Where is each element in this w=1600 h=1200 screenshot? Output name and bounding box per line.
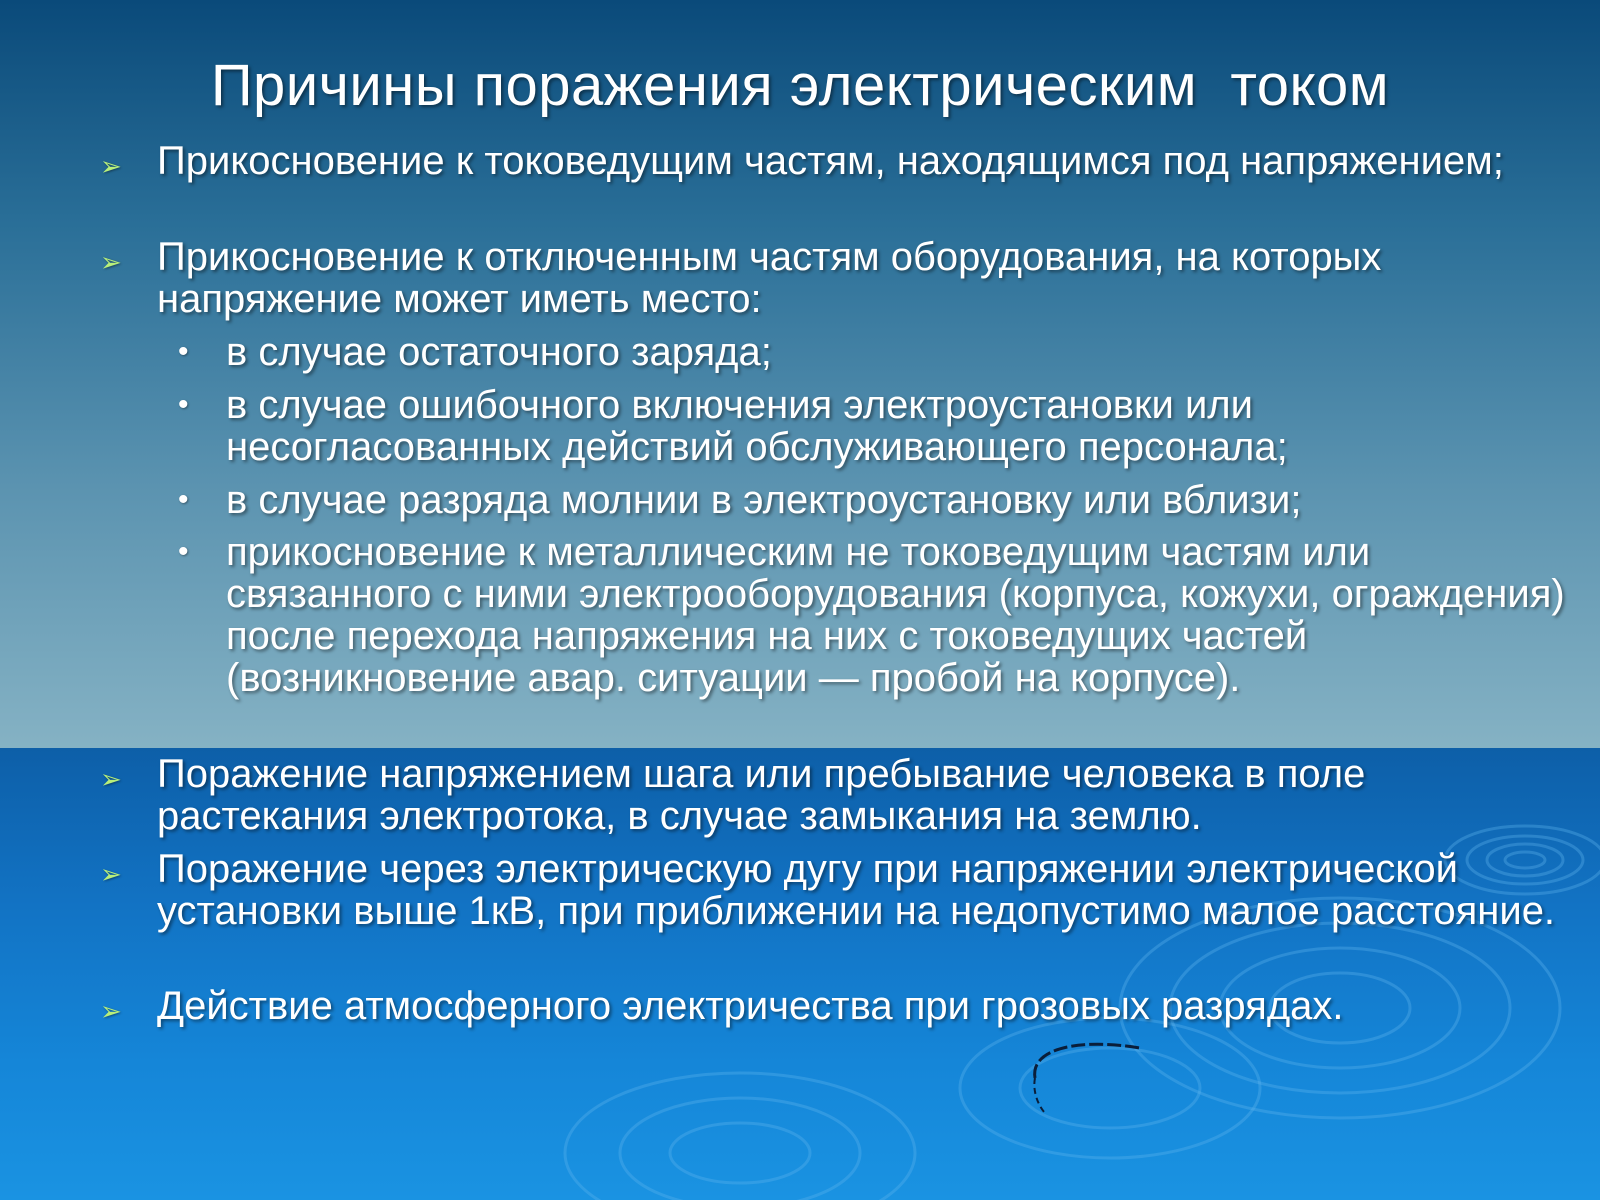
dot-bullet-icon: •: [178, 483, 189, 516]
dot-bullet-icon: •: [178, 388, 189, 421]
list-item: [100, 984, 1557, 1028]
list-item-text: прикосновение к металлическим не токоведущим частям или связанного с ними электрооборудования (корпуса, кожухи, ограждения) после перехода напряжения на них с токоведущих частей (возникновение авар. ситуации — пробой на корпусе).: [226, 530, 1565, 700]
list-item-text: Прикосновение к токоведущим частям, находящимся под напряжением;: [157, 139, 1504, 183]
arrow-bullet-icon: ➢: [100, 996, 122, 1026]
dot-bullet-icon: •: [178, 335, 189, 368]
list-item: [100, 847, 1557, 933]
slide-title: Причины поражения электрическим током: [210, 53, 1390, 118]
list-item-text: в случае разряда молнии в электроустановку или вблизи;: [226, 478, 1302, 522]
list-item: [100, 235, 1557, 321]
list-item-text: Прикосновение к отключенным частям оборудования, на которых напряжение может иметь место:: [157, 235, 1382, 321]
list-item: [100, 752, 1557, 838]
list-item-text: Поражение через электрическую дугу при напряжении электрической установки выше 1кВ, при приближении на недопустимо малое расстояние.: [157, 847, 1556, 933]
dot-bullet-icon: •: [178, 535, 189, 568]
list-item-text: Действие атмосферного электричества при грозовых разрядах.: [157, 984, 1344, 1028]
arrow-bullet-icon: ➢: [100, 151, 122, 181]
arrow-bullet-icon: ➢: [100, 859, 122, 889]
list-item: [178, 383, 1566, 469]
list-item-text: в случае остаточного заряда;: [226, 330, 772, 374]
list-item: [178, 478, 1566, 522]
list-item: [178, 330, 1566, 374]
list-item: [100, 139, 1557, 183]
list-item-text: в случае ошибочного включения электроустановки или несогласованных действий обслуживающего персонала;: [226, 383, 1288, 469]
arrow-bullet-icon: ➢: [100, 764, 122, 794]
list-item-text: Поражение напряжением шага или пребывание человека в поле растекания электротока, в случае замыкания на землю.: [157, 752, 1366, 838]
list-item: [178, 530, 1566, 700]
arrow-bullet-icon: ➢: [100, 247, 122, 277]
